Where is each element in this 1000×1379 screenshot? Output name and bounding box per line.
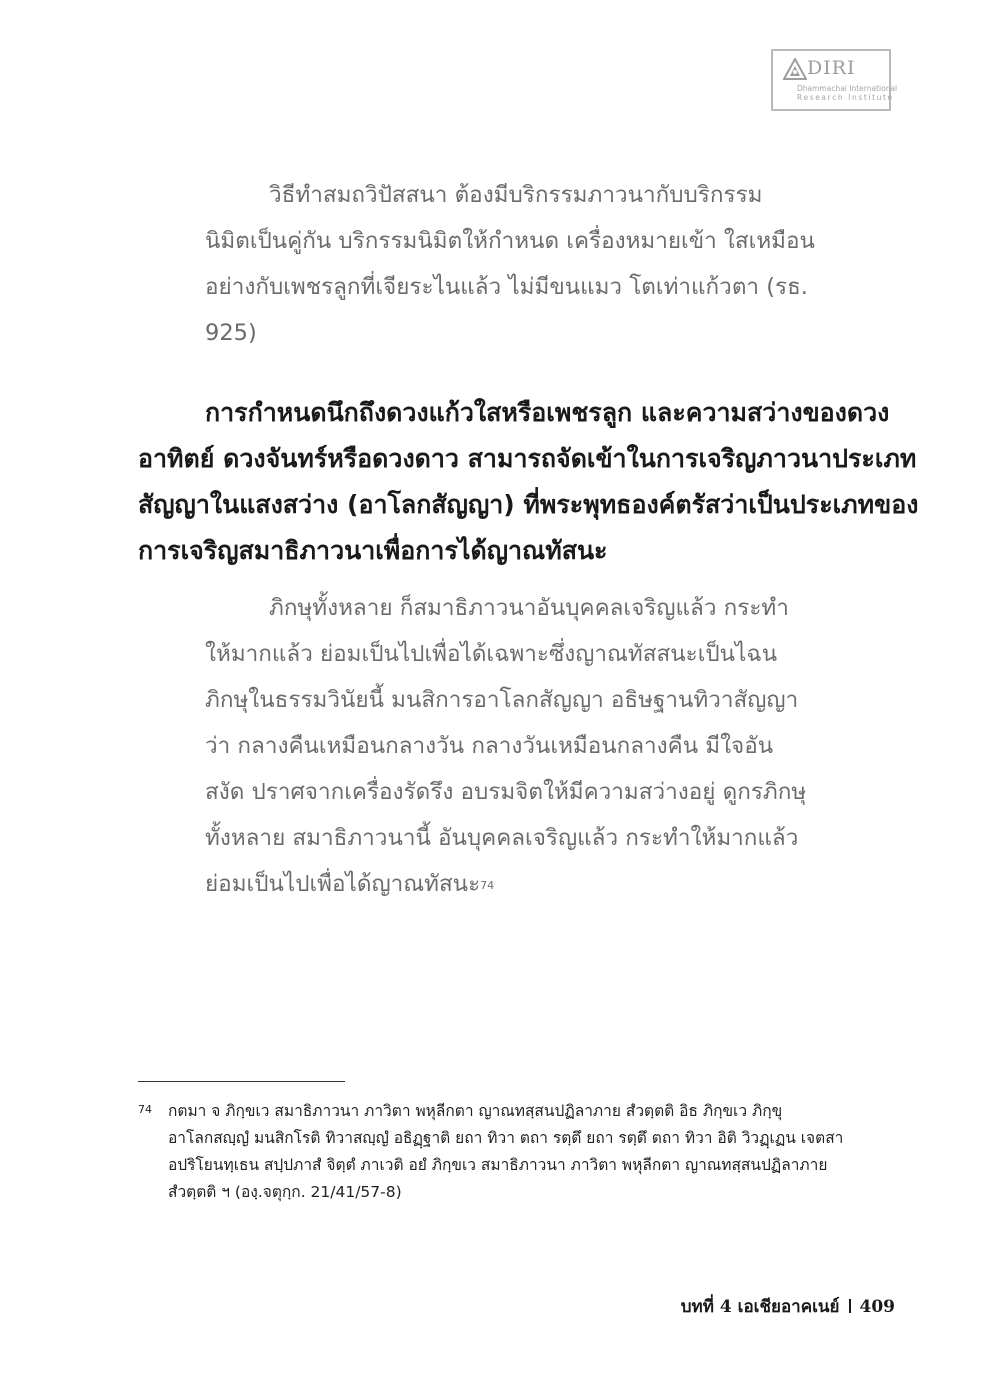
quote-line: นิมิตเป็นคู่กัน บริกรรมนิมิตให้กำหนด เครื่องหมายเข้า ใสเหมือน (205, 228, 815, 254)
quote-line: สงัด ปราศจากเครื่องรัดรึง อบรมจิตให้มีความสว่างอยู่ ดูกรภิกษุ (205, 779, 807, 805)
quote-line: ภิกษุในธรรมวินัยนี้ มนสิการอาโลกสัญญา อธิษฐานทิวาสัญญา (205, 687, 799, 713)
footnote-body (138, 1098, 898, 1206)
footnote-line: อาโลกสญฺญํ มนสิกโรติ ทิวาสญฺญํ อธิฏฺฐาติ ยถา ทิวา ตถา รตฺตึ ยถา รตฺตึ ตถา ทิวา อิติ วิวฏฺเฏน เจตสา (168, 1129, 844, 1147)
logo-subtitle-1: Dhammachai International (797, 84, 898, 93)
page-number: 409 (859, 1297, 895, 1317)
chapter-title: บทที่ 4 เอเชียอาคเนย์ (680, 1297, 840, 1317)
paragraph-line: อาทิตย์ ดวงจันทร์หรือดวงดาว สามารถจัดเข้าในการเจริญภาวนาประเภท (138, 444, 917, 473)
logo-subtitle-2: Research Institute (797, 93, 894, 102)
paragraph-line: การกำหนดนึกถึงดวงแก้วใสหรือเพชรลูก และความสว่างของดวง (205, 398, 890, 427)
paragraph-line: การเจริญสมาธิภาวนาเพื่อการได้ญาณทัสนะ (138, 536, 608, 565)
quote-line: 925) (205, 320, 257, 346)
page-footer (600, 1293, 895, 1320)
quote-block-2 (205, 585, 806, 907)
footer-separator (849, 1299, 851, 1313)
paragraph-line: สัญญาในแสงสว่าง (อาโลกสัญญา) ที่พระพุทธองค์ตรัสว่าเป็นประเภทของ (138, 490, 919, 519)
quote-line: ให้มากแล้ว ย่อมเป็นไปเพื่อได้เฉพาะซึ่งญาณทัสสนะเป็นไฉน (205, 641, 778, 667)
body-paragraph (138, 390, 919, 574)
quote-line: ทั้งหลาย สมาธิภาวนานี้ อันบุคคลเจริญแล้ว กระทำให้มากแล้ว (205, 825, 799, 851)
footnote-divider (138, 1081, 345, 1082)
footnote-line: สํวตฺตติ ฯ (องฺ.จตุกฺก. 21/41/57-8) (168, 1183, 402, 1201)
footnote-number: 74 (138, 1103, 152, 1116)
quote-last-text: ย่อมเป็นไปเพื่อได้ญาณทัสนะ (205, 871, 481, 897)
footnote-reference[interactable]: 74 (480, 879, 495, 892)
quote-line: วิธีทำสมถวิปัสสนา ต้องมีบริกรรมภาวนากับบริกรรม (269, 182, 763, 208)
footnote (138, 1098, 898, 1206)
quote-line: อย่างกับเพชรลูกที่เจียระไนแล้ว ไม่มีขนแมว โตเท่าแก้วตา (รธ. (205, 274, 808, 300)
dhamma-triangle-icon (783, 58, 807, 80)
quote-line: ภิกษุทั้งหลาย ก็สมาธิภาวนาอันบุคคลเจริญแล้ว กระทำ (269, 595, 789, 621)
logo-wordmark: DIRI (807, 57, 856, 79)
quote-line-last (205, 861, 806, 907)
footnote-line: อปริโยนทฺเธน สปฺปภาสํ จิตฺตํ ภาเวติ อยํ ภิกฺขเว สมาธิภาวนา ภาวิตา พหุลีกตา ญาณทสฺสนปฏิลาภาย (168, 1156, 828, 1174)
quote-line: ว่า กลางคืนเหมือนกลางวัน กลางวันเหมือนกลางคืน มีใจอัน (205, 733, 774, 759)
diri-logo (771, 49, 898, 111)
quote-block-1 (205, 172, 815, 356)
footnote-line: กตมา จ ภิกฺขเว สมาธิภาวนา ภาวิตา พหุลีกตา ญาณทสฺสนปฏิลาภาย สํวตฺตติ อิธ ภิกฺขเว ภิกฺขุ (168, 1102, 783, 1120)
